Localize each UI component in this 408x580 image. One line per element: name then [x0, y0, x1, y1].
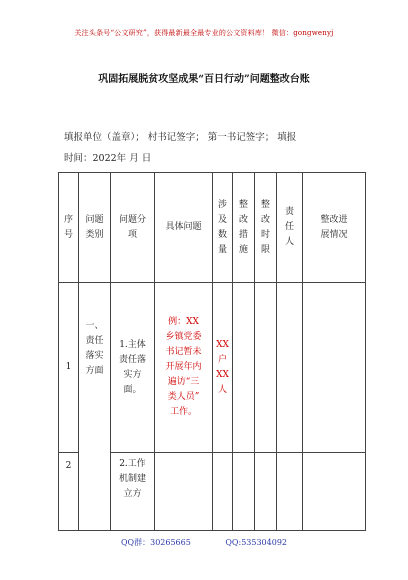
row-1-quantity: XX 户 XX 人: [213, 283, 233, 453]
row-2-progress: [303, 453, 366, 531]
header-deadline: 整 改 时 限: [255, 173, 277, 283]
row-2-problem: [155, 453, 213, 531]
footer-qq-group: QQ群：30265665: [120, 538, 191, 547]
fill-in-line-1: 填报单位（盖章）； 村书记签字； 第一书记签字； 填报: [64, 132, 297, 143]
row-2-quantity: [213, 453, 233, 531]
row-1-progress: [303, 283, 366, 453]
row-2-measures: [233, 453, 255, 531]
row-1-seq: 1: [59, 283, 79, 453]
fill-in-line-2: 时间：2022年 月 日: [64, 153, 152, 164]
row-1-category: 一、 责任 落实 方面: [79, 283, 111, 531]
row-1-responsible: [277, 283, 303, 453]
footer: [0, 537, 408, 548]
row-2-responsible: [277, 453, 303, 531]
row-2-deadline: [255, 453, 277, 531]
row-1-measures: [233, 283, 255, 453]
row-1-deadline: [255, 283, 277, 453]
footer-qq: QQ:535304092: [225, 538, 287, 547]
header-quantity: 涉 及 数 量: [213, 173, 233, 283]
header-category: 问题 类别: [79, 173, 111, 283]
header-progress: 整改进 展情况: [303, 173, 366, 283]
top-banner: 关注头条号“公文研究”，获得最新最全最专业的公文资料库！ 微信：gongwenyj: [74, 29, 334, 37]
rectification-ledger-table: [58, 172, 366, 531]
row-1-subitem: 1.主体 责任落 实方 面。: [111, 283, 155, 453]
header-subitem: 问题分 项: [111, 173, 155, 283]
row-2-seq: 2: [59, 453, 79, 531]
table-header-row: [59, 173, 366, 283]
table-row: [59, 283, 366, 453]
header-seq: 序 号: [59, 173, 79, 283]
header-measures: 整 改 措 施: [233, 173, 255, 283]
row-2-subitem: 2.工作 机制建 立方: [111, 453, 155, 531]
document-title: 巩固拓展脱贫攻坚成果“百日行动”问题整改台账: [98, 74, 310, 85]
row-1-problem: 例：XX 乡镇党委 书记暂未 开展年内 遍访“三 类人员” 工作。: [155, 283, 213, 453]
header-problem: 具体问题: [155, 173, 213, 283]
header-responsible: 责 任 人: [277, 173, 303, 283]
